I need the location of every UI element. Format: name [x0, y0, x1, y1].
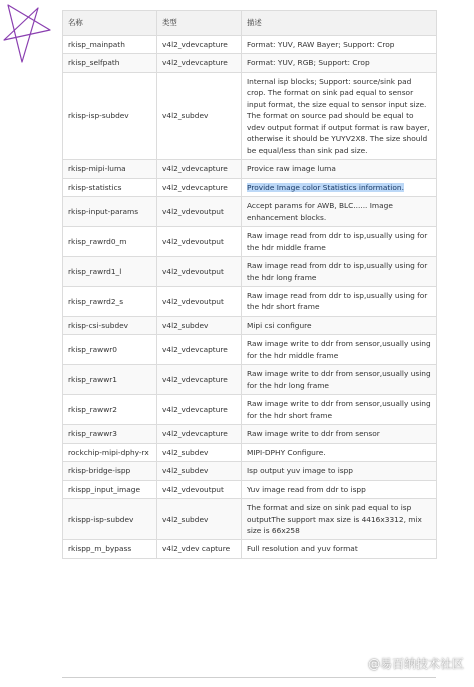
table-row [63, 316, 437, 334]
cell-description: The format and size on sink pad equal to isp outputThe support max size is 4416x3312, mix size is 66x258 [242, 499, 437, 540]
cell-description: Isp output yuv image to ispp [242, 462, 437, 480]
table-row [63, 425, 437, 443]
cell-name: rkisp-isp-subdev [63, 72, 157, 159]
cell-type: v4l2_vdevcapture [157, 335, 242, 365]
highlighted-text: Provide Image color Statistics information. [247, 182, 404, 192]
cell-name: rkispp_input_image [63, 480, 157, 498]
cell-type: v4l2_vdevoutput [157, 197, 242, 227]
cell-name: rkisp_rawwr1 [63, 365, 157, 395]
cell-description: Raw image read from ddr to isp,usually using for the hdr middle frame [242, 227, 437, 257]
cell-type: v4l2_vdevcapture [157, 160, 242, 178]
cell-description: Raw image read from ddr to isp,usually using for the hdr short frame [242, 286, 437, 316]
table-row [63, 227, 437, 257]
cell-type: v4l2_subdev [157, 443, 242, 461]
table-row [63, 365, 437, 395]
cell-type: v4l2_vdevcapture [157, 54, 242, 72]
table-row [63, 480, 437, 498]
cell-name: rkisp-statistics [63, 178, 157, 196]
cell-name: rkispp-isp-subdev [63, 499, 157, 540]
table-row [63, 160, 437, 178]
cell-name: rkisp_mainpath [63, 36, 157, 54]
table-row [63, 257, 437, 287]
header-type: 类型 [157, 11, 242, 36]
cell-type: v4l2_subdev [157, 462, 242, 480]
watermark: @易百纳技术社区 [367, 657, 464, 671]
cell-description: Format: YUV, RAW Bayer; Support: Crop [242, 36, 437, 54]
cell-name: rkisp_rawrd2_s [63, 286, 157, 316]
header-description: 描述 [242, 11, 437, 36]
cell-description: Raw image read from ddr to isp,usually using for the hdr long frame [242, 257, 437, 287]
header-name: 名称 [63, 11, 157, 36]
cell-type: v4l2_vdevcapture [157, 395, 242, 425]
cell-name: rockchip-mipi-dphy-rx [63, 443, 157, 461]
cell-name: rkisp_rawrd0_m [63, 227, 157, 257]
table-row [63, 499, 437, 540]
bottom-divider [62, 677, 436, 678]
cell-type: v4l2_vdevoutput [157, 227, 242, 257]
cell-name: rkisp_selfpath [63, 54, 157, 72]
table-row [63, 72, 437, 159]
cell-type: v4l2_vdevoutput [157, 480, 242, 498]
cell-type: v4l2_subdev [157, 499, 242, 540]
cell-type: v4l2_vdevcapture [157, 425, 242, 443]
cell-description: Format: YUV, RGB; Support: Crop [242, 54, 437, 72]
cell-description: Raw image write to ddr from sensor,usually using for the hdr middle frame [242, 335, 437, 365]
cell-type: v4l2_vdevoutput [157, 286, 242, 316]
cell-type: v4l2_vdevcapture [157, 36, 242, 54]
table-header-row [63, 11, 437, 36]
cell-description: MIPI-DPHY Configure. [242, 443, 437, 461]
cell-name: rkisp-bridge-ispp [63, 462, 157, 480]
cell-type: v4l2_vdevcapture [157, 178, 242, 196]
table-row [63, 286, 437, 316]
cell-name: rkisp_rawrd1_l [63, 257, 157, 287]
cell-name: rkisp-input-params [63, 197, 157, 227]
cell-type: v4l2_subdev [157, 316, 242, 334]
cell-name: rkispp_m_bypass [63, 540, 157, 558]
cell-description: Raw image write to ddr from sensor,usually using for the hdr short frame [242, 395, 437, 425]
cell-description: Accept params for AWB, BLC...... Image enhancement blocks. [242, 197, 437, 227]
table-row [63, 443, 437, 461]
cell-name: rkisp_rawwr3 [63, 425, 157, 443]
cell-description: Yuv image read from ddr to ispp [242, 480, 437, 498]
cell-name: rkisp_rawwr0 [63, 335, 157, 365]
cell-description: Mipi csi configure [242, 316, 437, 334]
cell-type: v4l2_subdev [157, 72, 242, 159]
table-row [63, 54, 437, 72]
cell-type: v4l2_vdevoutput [157, 257, 242, 287]
cell-description: Provice raw image luma [242, 160, 437, 178]
table-row [63, 540, 437, 558]
cell-description: Full resolution and yuv format [242, 540, 437, 558]
star-doodle-icon [0, 0, 60, 70]
cell-description: Internal isp blocks; Support: source/sink pad crop. The format on sink pad equal to sensor input format, the size equal to sensor input size. The format on source pad should be equal to vdev output format if output format is raw bayer, otherwise it should be YUYV2X8. The size should be equal/less than sink pad size. [242, 72, 437, 159]
table-row [63, 36, 437, 54]
cell-description: Raw image write to ddr from sensor [242, 425, 437, 443]
table-row [63, 395, 437, 425]
cell-name: rkisp-mipi-luma [63, 160, 157, 178]
cell-name: rkisp_rawwr2 [63, 395, 157, 425]
cell-type: v4l2_vdev capture [157, 540, 242, 558]
cell-description: Raw image write to ddr from sensor,usually using for the hdr long frame [242, 365, 437, 395]
cell-name: rkisp-csi-subdev [63, 316, 157, 334]
table-row [63, 462, 437, 480]
table-row [63, 178, 437, 196]
table-row [63, 197, 437, 227]
table-row [63, 335, 437, 365]
cell-description [242, 178, 437, 196]
api-table [62, 10, 437, 559]
cell-type: v4l2_vdevcapture [157, 365, 242, 395]
